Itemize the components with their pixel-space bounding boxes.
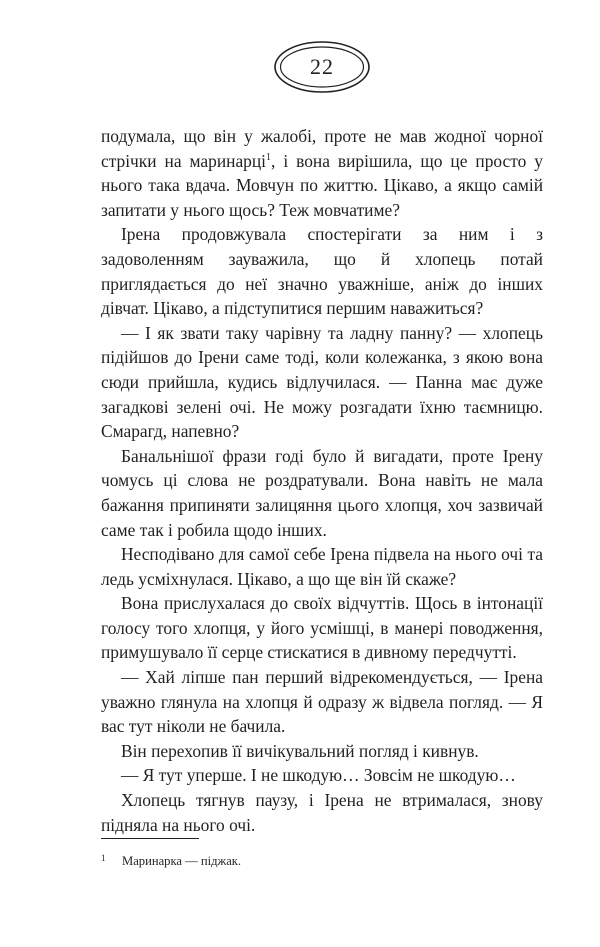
paragraph: Банальнішої фрази годі було й вигадати, проте Ірену чомусь ці слова не роздратували. Вона навіть не мала бажання припиняти залицяння цього хлопця, хоч зазвичай саме так і робила щодо інших. (101, 445, 543, 540)
paragraph: — І як звати таку чарівну та ладну панну? — хлопець підійшов до Ірени саме тоді, коли колежанка, з якою вона сюди прийшла, кудись відлучилася. — Панна має дуже загадкові зелені очі. Не можу розгадати їхню таємницю. Смарагд, напевно? (101, 322, 543, 442)
paragraph-text: , і вона вирішила, що це просто у нього така вдача. Мовчун по життю. Цікаво, а якщо самій запитати у нього щось? Теж мовчатиме? (101, 150, 543, 220)
paragraph: Ірена продовжувала спостерігати за ним і з задоволенням зауважила, що й хлопець потай приглядається до неї значно уважніше, аніж до інших дівчат. Цікаво, а підступитися першим наважиться? (101, 224, 543, 319)
paragraph (101, 124, 543, 222)
footnote-reference: 1 (266, 151, 271, 163)
paragraph: — Хай ліпше пан перший відрекомендується, — Ірена уважно глянула на хлопця й одразу ж відвела погляд. — Я вас тут ніколи не бачила. (101, 667, 543, 737)
paragraph: Він перехопив її вичікувальний погляд і кивнув. (121, 740, 479, 761)
paragraph: — Я тут уперше. І не шкодую… Зовсім не шкодую… (121, 765, 516, 786)
paragraph: Хлопець тягнув паузу, і Ірена не втрималася, знову підняла на нього очі. (101, 790, 543, 835)
page-number-badge (272, 39, 372, 95)
body-text (101, 124, 543, 837)
footnote (101, 850, 543, 869)
paragraph: Вона прислухалася до своїх відчуттів. Щось в інтонації голосу того хлопця, у його усмішці, в манері поводження, примушувало її серце стискатися в дивному передчутті. (101, 593, 543, 663)
footnote-divider (101, 838, 199, 839)
footnote-text: Маринарка — піджак. (122, 854, 242, 868)
page-number: 22 (310, 54, 334, 79)
paragraph: Несподівано для самої себе Ірена підвела на нього очі та ледь усміхнулася. Цікаво, а що ще він їй скаже? (101, 544, 543, 589)
paragraph-text: подумала, що він у жалобі, проте не мав жодної чорної стрічки на маринарці (101, 126, 543, 171)
footnote-number: 1 (101, 853, 106, 863)
